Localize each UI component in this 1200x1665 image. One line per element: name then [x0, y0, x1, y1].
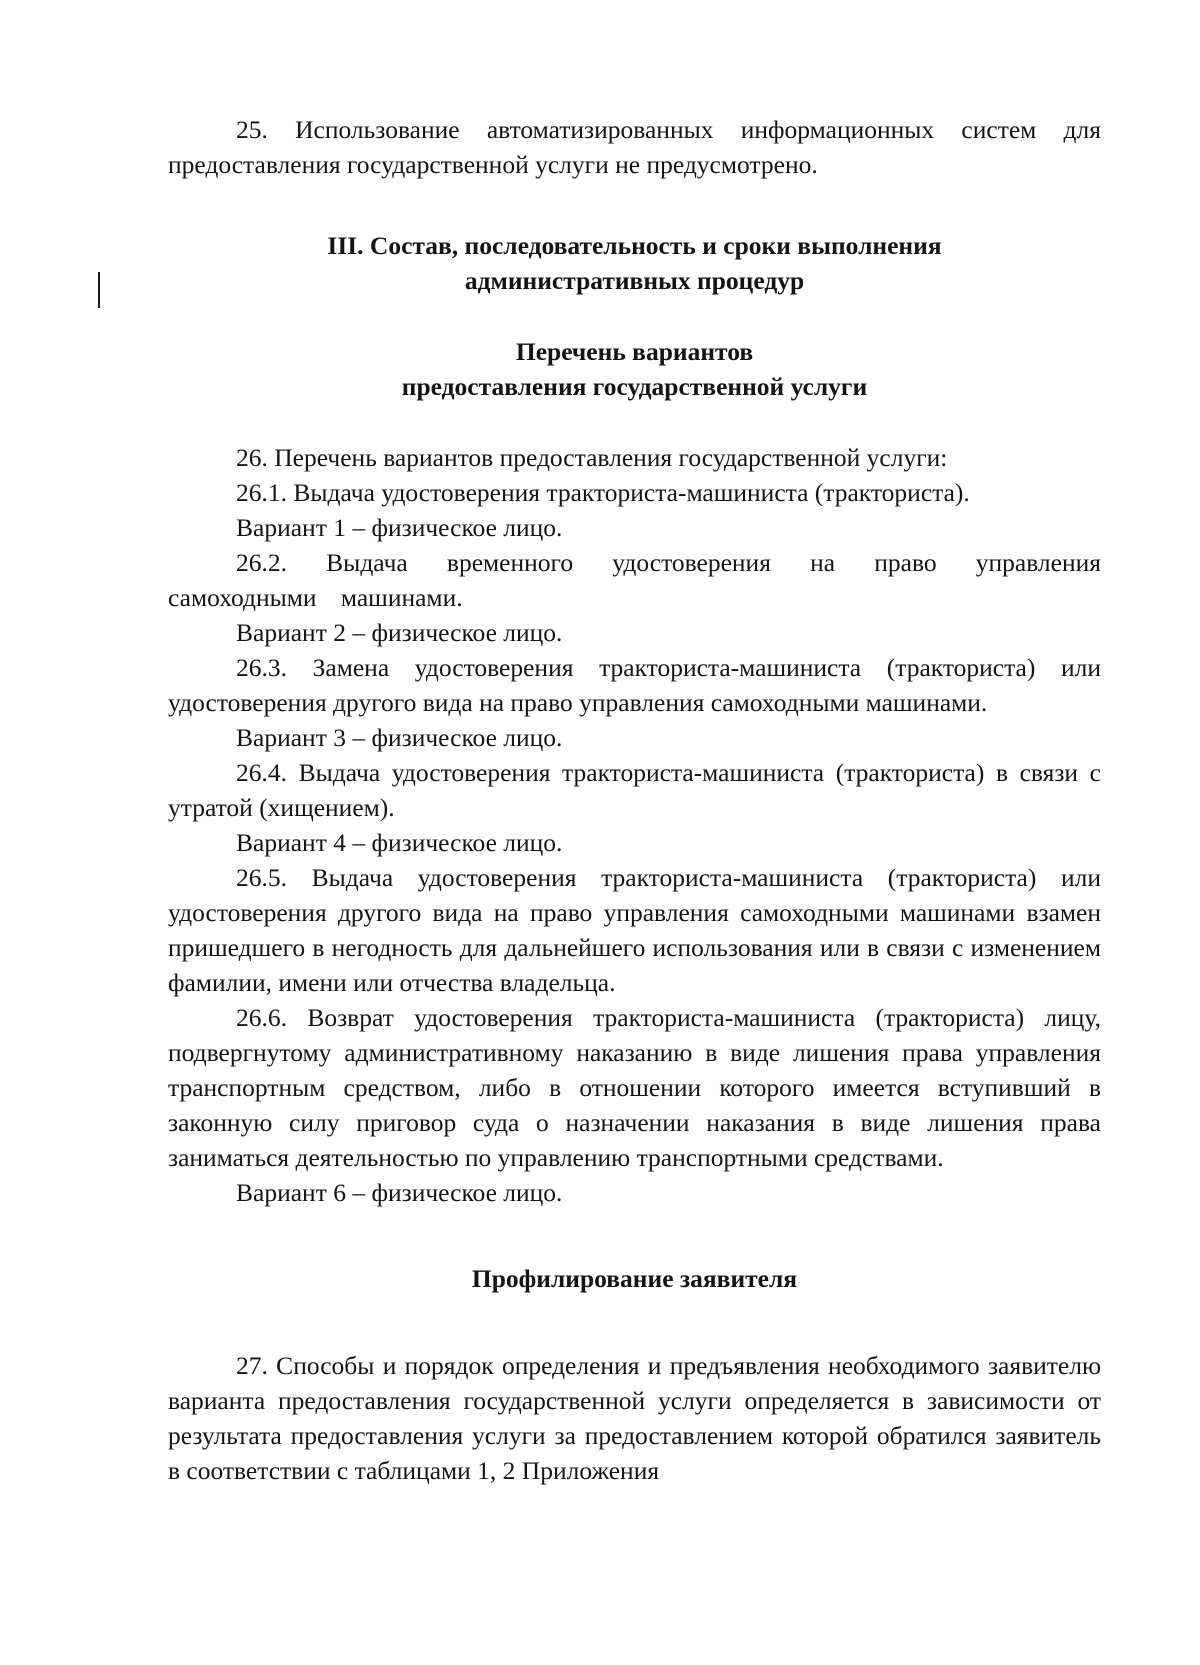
variant-1: Вариант 1 – физическое лицо. — [236, 513, 563, 542]
section-3-heading-line2: административных процедур — [464, 266, 805, 295]
paragraph-25: 25. Использование автоматизированных информационных систем для предоставления государственной услуги не предусмотрено. — [168, 115, 1101, 179]
paragraph-26-4: 26.4. Выдача удостоверения тракториста-машиниста (тракториста) в связи с утратой (хищением). — [168, 758, 1101, 822]
variants-heading-line1: Перечень вариантов — [515, 337, 754, 366]
paragraph-26-2: 26.2. Выдача временного удостоверения на право управления самоходными машинами. — [168, 548, 1101, 612]
paragraph-26-3: 26.3. Замена удостоверения тракториста-машиниста (тракториста) или удостоверения другого вида на право управления самоходными машинами. — [168, 653, 1101, 717]
paragraph-26-1: 26.1. Выдача удостоверения тракториста-машиниста (тракториста). — [236, 478, 970, 507]
section-3-heading-line1: III. Состав, последовательность и сроки выполнения — [327, 231, 942, 260]
variant-2: Вариант 2 – физическое лицо. — [236, 618, 563, 647]
document-body — [168, 112, 1101, 1488]
variant-6: Вариант 6 – физическое лицо. — [236, 1178, 563, 1207]
paragraph-26-6: 26.6. Возврат удостоверения тракториста-машиниста (тракториста) лицу, подвергнутому административному наказанию в виде лишения права управления транспортным средством, либо в отношении которого имеется вступивший в законную силу приговор суда о назначении наказания в виде лишения права заниматься деятельностью по управлению транспортными средствами. — [168, 1003, 1101, 1172]
variants-heading — [168, 334, 1101, 404]
variant-3: Вариант 3 – физическое лицо. — [236, 723, 563, 752]
profiling-heading: Профилирование заявителя — [471, 1264, 798, 1293]
section-3-heading — [168, 228, 1101, 298]
paragraph-26: 26. Перечень вариантов предоставления государственной услуги: — [236, 443, 948, 472]
variant-4: Вариант 4 – физическое лицо. — [236, 828, 563, 857]
paragraph-27: 27. Способы и порядок определения и предъявления необходимого заявителю варианта предоставления государственной услуги определяется в зависимости от результата предоставления услуги за предоставлением которой обратился заявитель в соответствии с таблицами 1, 2 Приложения — [168, 1351, 1101, 1485]
margin-mark — [98, 272, 100, 308]
paragraph-26-5: 26.5. Выдача удостоверения тракториста-машиниста (тракториста) или удостоверения другого вида на право управления самоходными машинами взамен пришедшего в негодность для дальнейшего использования или в связи с изменением фамилии, имени или отчества владельца. — [168, 863, 1101, 997]
variants-heading-line2: предоставления государственной услуги — [401, 372, 868, 401]
